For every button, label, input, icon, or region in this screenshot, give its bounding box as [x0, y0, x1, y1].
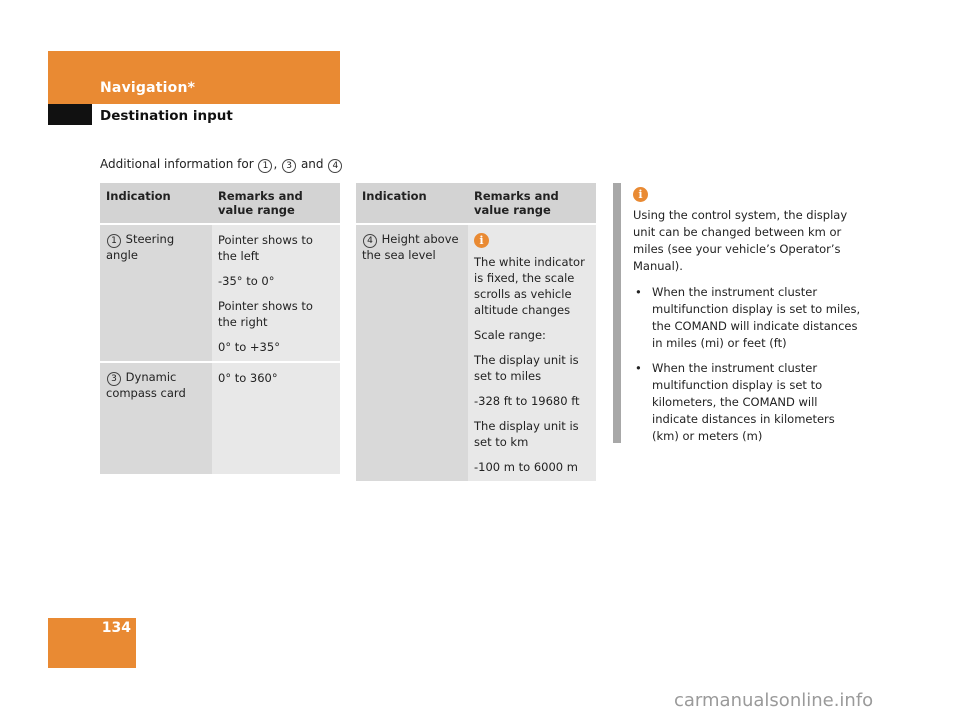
remark-text: -100 m to 6000 m: [474, 460, 578, 474]
info-icon: i: [474, 233, 489, 248]
left-info-table: [100, 183, 340, 474]
section-title: Navigation*: [100, 80, 196, 96]
list-item-text: When the instrument cluster multifunction display is set to kilometers, the COMAND will indicate distances in kilometers (km) or meters (m): [652, 361, 835, 443]
list-item-text: When the instrument cluster multifunction display is set to miles, the COMAND will indicate distances in miles (mi) or feet (ft): [652, 285, 861, 350]
ref-1-icon: 1: [258, 159, 272, 173]
indication-label: Dynamic compass card: [106, 370, 186, 400]
bullet-icon: •: [635, 285, 642, 299]
remark-text: Scale range:: [474, 328, 546, 342]
remark-text: The display unit is set to km: [474, 419, 579, 449]
table-row: [100, 224, 340, 362]
header-remarks: Remarks and value range: [212, 183, 340, 224]
indication-label: Height above the sea level: [362, 232, 459, 262]
subsection-marker: [48, 104, 92, 125]
info-note: [633, 186, 863, 453]
ref-4-icon: 4: [363, 234, 377, 248]
note-side-bar: [613, 183, 621, 443]
header-indication: Indication: [356, 183, 468, 224]
bullet-icon: •: [635, 361, 642, 375]
ref-3-icon: 3: [282, 159, 296, 173]
remark-text: 0° to 360°: [218, 371, 278, 385]
indication-cell: [356, 224, 468, 481]
right-info-table: [356, 183, 596, 481]
indication-cell: [100, 224, 212, 362]
info-icon: i: [633, 187, 648, 202]
table-row: [100, 362, 340, 474]
ref-1-icon: 1: [107, 234, 121, 248]
page-number: 134: [101, 620, 131, 636]
table-row: [356, 224, 596, 481]
list-item: [633, 284, 863, 352]
remarks-cell: [212, 224, 340, 362]
list-item: [633, 360, 863, 445]
intro-conjunction: and: [300, 157, 324, 171]
section-header-bar: [48, 51, 340, 104]
remark-text: Pointer shows to the left: [218, 233, 313, 263]
intro-separator: ,: [273, 157, 278, 171]
ref-4-icon: 4: [328, 159, 342, 173]
indication-label: Steering angle: [106, 232, 175, 262]
remark-text: -328 ft to 19680 ft: [474, 394, 580, 408]
remark-text: The white indicator is fixed, the scale scrolls as vehicle altitude changes: [474, 255, 585, 317]
indication-cell: [100, 362, 212, 474]
subsection-title: Destination input: [100, 108, 233, 124]
note-bullet-list: [633, 284, 863, 445]
remark-text: The display unit is set to miles: [474, 353, 579, 383]
remarks-cell: [212, 362, 340, 474]
watermark: carmanualsonline.info: [674, 690, 874, 711]
intro-text: Additional information for: [100, 157, 254, 171]
header-indication: Indication: [100, 183, 212, 224]
remark-text: 0° to +35°: [218, 340, 280, 354]
remark-text: Pointer shows to the right: [218, 299, 313, 329]
table-header-row: [356, 183, 596, 224]
table-header-row: [100, 183, 340, 224]
header-remarks: Remarks and value range: [468, 183, 596, 224]
ref-3-icon: 3: [107, 372, 121, 386]
intro-line: [100, 157, 343, 173]
remarks-cell: [468, 224, 596, 481]
remark-text: -35° to 0°: [218, 274, 275, 288]
note-text: Using the control system, the display unit can be changed between km or miles (see your vehicle’s Operator’s Manual).: [633, 208, 848, 273]
